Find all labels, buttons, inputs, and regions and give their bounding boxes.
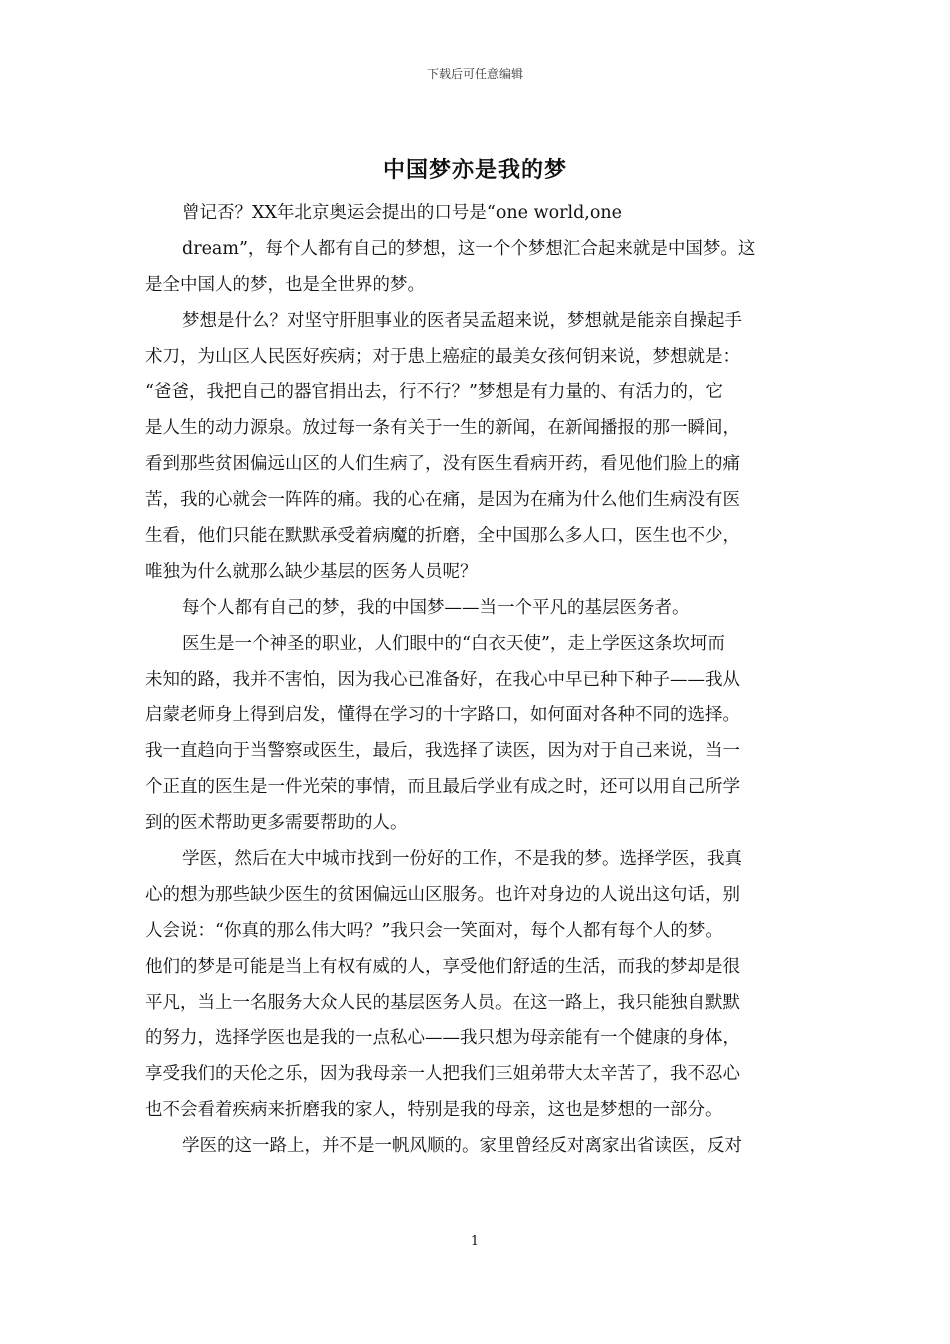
paragraph-line: 生看，他们只能在默默承受着病魔的折磨，全中国那么多人口，医生也不少， — [145, 526, 740, 547]
paragraph-line: 启蒙老师身上得到启发，懂得在学习的十字路口，如何面对各种不同的选择。 — [145, 705, 740, 726]
paragraph-line: 享受我们的天伦之乐，因为我母亲一人把我们三姐弟带大太辛苦了，我不忍心 — [145, 1064, 740, 1085]
paragraph-line: 平凡，当上一名服务大众人民的基层医务人员。在这一路上，我只能独自默默 — [145, 992, 740, 1013]
page-number: 1 — [470, 1234, 480, 1249]
paragraph-line: 的努力，选择学医也是我的一点私心——我只想为母亲能有一个健康的身体， — [145, 1028, 740, 1049]
paragraph-line: 学医的这一路上，并不是一帆风顺的。家里曾经反对离家出省读医，反对 — [182, 1136, 742, 1157]
paragraph-line: 医生是一个神圣的职业，人们眼中的“白衣天使”，走上学医这条坎坷而 — [182, 633, 725, 654]
document-body — [145, 196, 807, 1165]
paragraph-line: 每个人都有自己的梦，我的中国梦——当一个平凡的基层医务者。 — [182, 597, 690, 618]
paragraph-line: 曾记否？XX年北京奥运会提出的口号是“one world,one — [182, 203, 622, 223]
paragraph-line: 术刀，为山区人民医好疾病；对于患上癌症的最美女孩何钥来说，梦想就是： — [145, 346, 740, 367]
paragraph-line: 个正直的医生是一件光荣的事情，而且最后学业有成之时，还可以用自己所学 — [145, 777, 740, 798]
paragraph-line: 他们的梦是可能是当上有权有威的人，享受他们舒适的生活，而我的梦却是很 — [145, 956, 740, 977]
paragraph-line: “爸爸，我把自己的器官捐出去，行不行？”梦想是有力量的、有活力的，它 — [145, 382, 723, 403]
paragraph-line: 未知的路，我并不害怕，因为我心已准备好，在我心中早已种下种子——我从 — [145, 669, 740, 690]
paragraph-line: dream”，每个人都有自己的梦想，这一个个梦想汇合起来就是中国梦。这 — [182, 238, 756, 259]
paragraph-line: 我一直趋向于当警察或医生，最后，我选择了读医，因为对于自己来说，当一 — [145, 741, 740, 762]
paragraph-line: 是人生的动力源泉。放过每一条有关于一生的新闻，在新闻播报的那一瞬间， — [145, 418, 740, 439]
page-header: 下载后可任意编辑 — [426, 67, 523, 81]
paragraph-line: 唯独为什么就那么缺少基层的医务人员呢？ — [145, 561, 478, 582]
paragraph-line: 人会说：“你真的那么伟大吗？”我只会一笑面对，每个人都有每个人的梦。 — [145, 920, 723, 941]
paragraph-line: 梦想是什么？对坚守肝胆事业的医者吴孟超来说，梦想就是能亲自操起手 — [182, 310, 742, 331]
paragraph-line: 看到那些贫困偏远山区的人们生病了，没有医生看病开药，看见他们脸上的痛 — [145, 454, 740, 475]
paragraph-line: 也不会看着疾病来折磨我的家人，特别是我的母亲，这也是梦想的一部分。 — [145, 1100, 723, 1121]
paragraph-line: 心的想为那些缺少医生的贫困偏远山区服务。也许对身边的人说出这句话，别 — [145, 884, 740, 905]
paragraph-line: 苦，我的心就会一阵阵的痛。我的心在痛，是因为在痛为什么他们生病没有医 — [145, 490, 740, 511]
document-title: 中国梦亦是我的梦 — [382, 157, 567, 183]
paragraph-line: 学医，然后在大中城市找到一份好的工作，不是我的梦。选择学医，我真 — [182, 849, 742, 870]
paragraph-line: 到的医术帮助更多需要帮助的人。 — [145, 813, 408, 834]
paragraph-line: 是全中国人的梦，也是全世界的梦。 — [145, 274, 425, 295]
